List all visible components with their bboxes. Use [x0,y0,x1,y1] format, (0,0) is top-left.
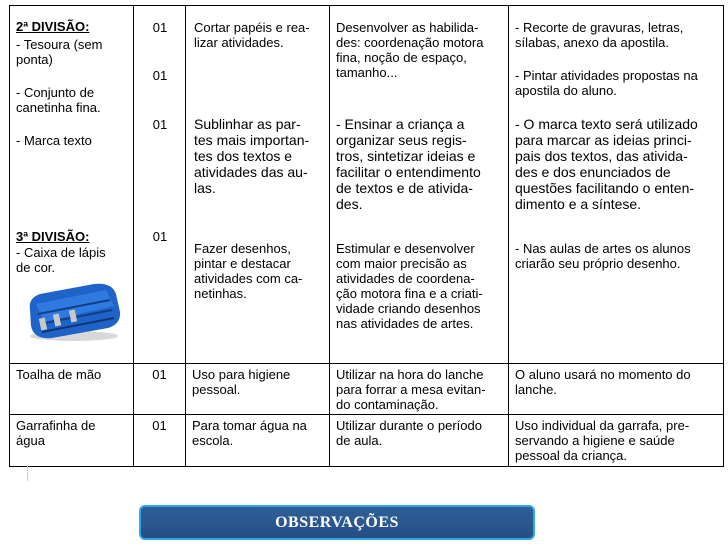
use-cell [186,6,330,364]
note-water-bottle: Uso individual da garrafa, pre- servando a higiene e saúde pessoal da criança. [515,418,690,463]
qty-water-bottle: 01 [152,418,167,433]
item-highlighter: - Marca texto [16,133,92,148]
materials-table [9,5,724,467]
note-scissors: - Recorte de gravuras, letras, sílabas, anexo da apostila. [515,20,684,50]
pencil-case-image [24,280,122,344]
qty-scissors: 01 [152,20,168,35]
objective-hand-towel: Utilizar na hora do lanche para forrar a mesa evitan- do contaminação. [336,367,486,412]
note-markers: - Pintar atividades propostas na apostila do aluno. [515,68,698,98]
note-cell [509,6,724,364]
qty-markers: 01 [152,68,168,83]
use-scissors: Cortar papéis e rea- lizar atividades. [194,20,310,50]
note-highlighter: - O marca texto será utilizado para marcar as ideias princi- pais dos textos, das ativida- des e dos enunciados de questões facilitando o enten- dimento e a síntese. [515,116,698,212]
item-scissors: - Tesoura (sem ponta) [16,37,103,67]
item-hand-towel: Toalha de mão [16,367,102,382]
qty-hand-towel: 01 [152,367,167,382]
qty-cell [134,6,186,364]
observations-banner: OBSERVAÇÕES [139,505,535,540]
item-colored-pencil-case: - Caixa de lápis de cor. [16,245,106,275]
table-row-bottle [10,415,724,467]
item-cell [10,6,134,364]
table-row-towel [10,364,724,415]
use-highlighter: Sublinhar as par- tes mais importan- tes dos textos e atividades das au- las. [194,116,310,196]
division-3-heading: 3ª DIVISÃO: [16,229,90,244]
objective-pencil-case: Estimular e desenvolver com maior precisão as atividades de coordena- ção motora fina e a criati- vidade criando desenhos nas atividades de artes. [336,241,483,331]
use-hand-towel: Uso para higiene pessoal. [192,367,291,397]
objective-cell [330,6,509,364]
objective-scissors: Desenvolver as habilida- des: coordenação motora fina, noção de espaço, tamanho... [336,20,484,80]
qty-pencil-case: 01 [152,229,168,244]
use-water-bottle: Para tomar água na escola. [192,418,307,448]
qty-highlighter: 01 [152,117,168,132]
note-hand-towel: O aluno usará no momento do lanche. [515,367,691,397]
note-pencil-case: - Nas aulas de artes os alunos criarão seu próprio desenho. [515,241,691,271]
page-margin-mark [27,465,28,481]
division-2-heading: 2ª DIVISÃO: [16,19,90,34]
objective-highlighter: - Ensinar a criança a organizar seus regis- tros, sintetizar ideias e facilitar o entendimento de textos e de ativida- des. [336,116,481,212]
objective-water-bottle: Utilizar durante o período de aula. [336,418,482,448]
item-fine-markers: - Conjunto de canetinha fina. [16,85,101,115]
use-pencil-case: Fazer desenhos, pintar e destacar atividades com ca- netinhas. [194,241,303,301]
item-water-bottle: Garrafinha de água [16,418,96,448]
